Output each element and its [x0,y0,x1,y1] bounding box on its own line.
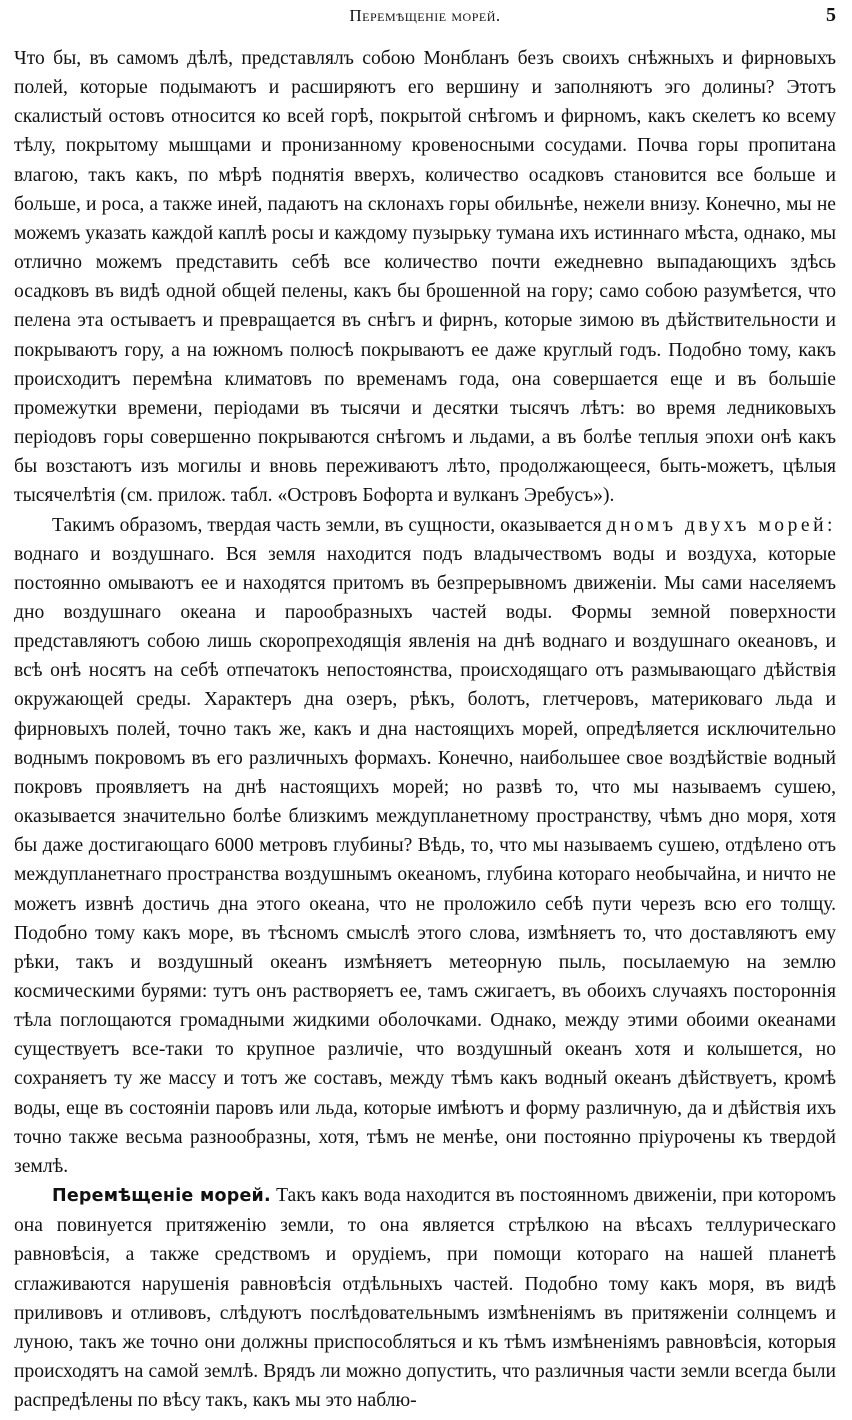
spaced-emphasis: дномъ двухъ морей: [606,514,836,536]
running-title: Перемѣщенie морей. [349,6,501,25]
paragraph-1-text: Что бы, въ самомъ дѣлѣ, представлялъ собою Монбланъ безъ своихъ снѣжныхъ и фирновыхъ полей, которые подымаютъ и расширяютъ его вершину и заполняютъ эго долины? Этотъ скалистый остовъ относится ко всей горѣ, покрытой снѣгомъ и фирномъ, какъ скелетъ ко всему тѣлу, покрытому мышцами и пронизанному кровеносными сосудами. Почва горы пропитана влагою, такъ какъ, по мѣрѣ поднятія вверхъ, количество осадковъ становится все больше и больше, и роса, а также иней, падаютъ на склонахъ горы обильнѣе, нежели внизу. Конечно, мы не можемъ указать каждой каплѣ росы и каждому пузырьку тумана ихъ истиннаго мѣста, однако, мы отлично можемъ представить себѣ все количество почти ежедневно выпадающихъ здѣсь осадковъ въ видѣ одной общей пелены, какъ бы брошенной на гору; само собою разумѣется, что пелена эта остываетъ и превращается въ снѣгъ и фирнъ, которые зимою въ дѣйствительности и покрываютъ гору, а на южномъ полюсѣ покрываютъ ее даже круглый годъ. Подобно тому, какъ происходитъ перемѣна климатовъ по временамъ года, она совершается еще и въ большіе промежутки времени, періодами въ тысячи и десятки тысячъ лѣтъ: во время ледниковыхъ періодовъ горы совершенно покрываются снѣгомъ и льдами, а въ болѣе теплыя эпохи онѣ какъ бы возстаютъ изъ могилы и вновь переживаютъ лѣто, продолжающееся, быть-можетъ, цѣлыя тысячелѣтія (см. прилож. табл. «Островъ Бофорта и вулканъ Эребусъ»). [14,48,836,507]
body-text [14,44,836,1415]
page-number: 5 [826,4,836,26]
paragraph-3-text: Такъ какъ вода находится въ постоянномъ движеніи, при которомъ она повинуется притяженію земли, то она является стрѣлкою на вѣсахъ теллурическаго равновѣсія, а также средствомъ и орудіемъ, при помощи котораго на нашей планетѣ сглаживаются нарушенія равновѣсія отдѣльныхъ частей. Подобно тому какъ моря, въ видѣ приливовъ и отливовъ, слѣдуютъ послѣдовательнымъ измѣненіямъ въ притяженіи солнцемъ и луною, такъ же точно они должны приспособляться и къ тѣмъ измѣненіямъ равновѣсія, которыя происходятъ на самой землѣ. Врядъ ли можно допустить, что различныя части земли всегда были распредѣлены по вѣсу такъ, какъ мы это наблю- [14,1185,837,1412]
paragraph-2-lead: Такимъ образомъ, твердая часть земли, въ сущности, оказывается [52,514,602,536]
paragraph-2-text: воднаго и воздушнаго. Вся земля находится подъ владычествомъ воды и воздуха, которые постоянно омываютъ ее и находятся притомъ въ безпрерывномъ движеніи. Мы сами населяемъ дно воздушнаго океана и парообразныхъ частей воды. Формы земной поверхности представляютъ собою лишь скоропреходящія явленія на днѣ воднаго и воздушнаго океановъ, и всѣ онѣ носятъ на себѣ отпечатокъ непостоянства, происходящаго отъ размывающаго дѣйствія окружающей среды. Характеръ дна озеръ, рѣкъ, болотъ, глетчеровъ, материковаго льда и фирновыхъ полей, точно такъ же, какъ и дна настоящихъ морей, опредѣляется исключительно воднымъ покровомъ въ его различныхъ формахъ. Конечно, наибольшее свое воздѣйствіе водный покровъ проявляетъ на днѣ настоящихъ морей; но развѣ то, что мы называемъ сушею, оказывается значительно болѣе близкимъ междупланетному пространству, чѣмъ дно моря, хотя бы даже достигающаго 6000 метровъ глубины? Вѣдь, то, что мы называемъ сушею, отдѣлено отъ междупланетнаго пространства воздушнымъ океаномъ, глубина котораго необычайна, и ничто не можетъ извнѣ достичь дна этого океана, что не проложило себѣ пути черезъ всю его толщу. Подобно тому какъ море, въ тѣсномъ смыслѣ этого слова, измѣняетъ то, что доставляютъ ему рѣки, такъ и воздушный океанъ измѣняетъ метеорную пыль, посылаемую на землю космическими бурями: тутъ онъ растворяетъ ее, тамъ сжигаетъ, въ обоихъ случаяхъ постороннія тѣла поглощаются громадными жидкими оболочками. Однако, между этими обоими океанами существуетъ все-таки то крупное различіе, что воздушный океанъ хотя и колышется, но сохраняетъ ту же массу и тотъ же составъ, между тѣмъ какъ водный океанъ дѣйствуетъ, кромѣ воды, еще въ состояніи паровъ или льда, которые имѣютъ и форму различную, да и дѣйствія ихъ точно также весьма разнообразны, хотя, тѣмъ не менѣе, они постоянно пріурочены къ твердой землѣ. [14,543,836,1177]
paragraph-3 [14,1181,836,1415]
page-header [14,0,836,44]
paragraph-1 [14,44,836,511]
section-heading: Перемѣщенie морей. [52,1186,271,1207]
paragraph-2 [14,511,836,1182]
book-page [14,0,836,1420]
